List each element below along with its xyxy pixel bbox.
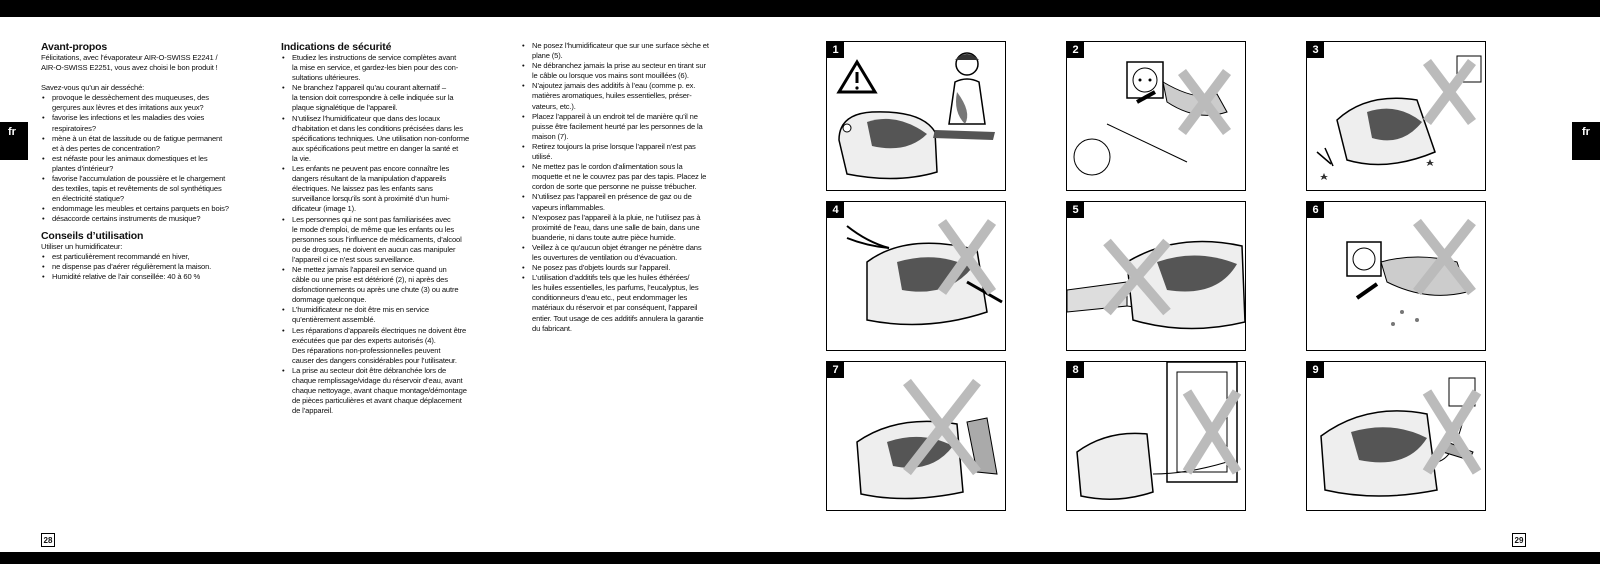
figure-number: 1 bbox=[827, 42, 844, 58]
list-item bbox=[41, 272, 271, 282]
text-line: dangers résultant de la manipulation d’appareils bbox=[292, 174, 447, 184]
illustration-humidifier-on-edge bbox=[1067, 202, 1246, 351]
text-line: en électricité statique? bbox=[52, 194, 124, 204]
illustration-tools-on-humidifier bbox=[827, 202, 1006, 351]
intro-paragraph bbox=[41, 53, 271, 73]
star-icon bbox=[1426, 159, 1434, 166]
text-line: Etudiez les instructions de service complètes avant bbox=[292, 53, 457, 62]
text-line: Les réparations d’appareils électriques ne doivent être bbox=[292, 325, 467, 335]
text-line: gerçures aux lèvres et des irritations aux yeux? bbox=[52, 103, 204, 113]
text-line: N’exposez pas l’appareil à la pluie, ne l’utilisez pas à bbox=[532, 212, 701, 222]
text-line: Ne débranchez jamais la prise au secteur en tirant sur bbox=[532, 61, 706, 71]
text-line: la vie. bbox=[292, 153, 311, 163]
text-line: l’appareil ci ce n’est sous surveillance. bbox=[292, 254, 415, 264]
cross-icon bbox=[1427, 62, 1472, 122]
text-line: plantes d’intérieur? bbox=[52, 163, 114, 173]
column-safety-continued bbox=[521, 41, 749, 334]
text-line: ne dispense pas d’aérer régulièrement la maison. bbox=[52, 261, 212, 271]
text-line: causer des dangers considérables pour l’utilisateur. bbox=[292, 355, 457, 365]
bullet-list bbox=[521, 41, 749, 334]
text-line: la tension doit correspondre à celle indiquée sur la bbox=[292, 93, 454, 103]
figure-1-child-safety bbox=[826, 41, 1006, 191]
text-line: le câble ou lorsque vos mains sont mouillées (6). bbox=[532, 71, 689, 81]
text-line: de pièces particulières et avant chaque déplacement bbox=[292, 396, 462, 406]
figure-number: 7 bbox=[827, 362, 844, 378]
text-line: chaque remplissage/vidage du réservoir d’eau, avant bbox=[292, 376, 463, 385]
list-item bbox=[281, 83, 505, 113]
text-line: qu’entièrement assemblé. bbox=[292, 315, 376, 325]
text-line: aux spécifications peut mettre en danger la santé et bbox=[292, 143, 459, 153]
figure-7-walkway bbox=[826, 361, 1006, 511]
humidifier-icon bbox=[839, 112, 937, 179]
language-label: fr bbox=[1582, 126, 1590, 138]
text-line: entier. Tout usage de ces additifs annulera la garantie bbox=[532, 313, 704, 323]
text-line: L’utilisation d’additifs tels que les huiles éthérées/ bbox=[532, 273, 690, 283]
page-number-left: 28 bbox=[41, 533, 55, 547]
text-line: plaque signalétique de l’appareil. bbox=[292, 103, 398, 113]
text-line: utilisé. bbox=[532, 152, 553, 162]
figure-number: 3 bbox=[1307, 42, 1324, 58]
language-tab-left bbox=[0, 122, 28, 160]
list-item bbox=[281, 326, 505, 366]
text-line: La prise au secteur doit être débranchée lors de bbox=[292, 365, 447, 375]
arrow-icon bbox=[1357, 284, 1377, 298]
list-item bbox=[41, 214, 271, 224]
list-item bbox=[281, 164, 505, 214]
list-item bbox=[521, 263, 749, 273]
illustration-cord-through-door bbox=[1067, 362, 1246, 511]
text-line: Félicitations, avec l’évaporateur AIR-O-SWISS E2241 / bbox=[41, 53, 218, 62]
text-line: N’utilisez l’humidificateur que dans des locaux bbox=[292, 113, 440, 123]
text-line: conditionneurs d’eau etc., peut endommager les bbox=[532, 293, 688, 303]
text-line: matériaux du réservoir et par conséquent, l’appareil bbox=[532, 303, 698, 313]
text-line: les ouvertures de ventilation ou d’évacuation. bbox=[532, 252, 678, 262]
text-line: AIR-O-SWISS E2251, vous avez choisi le bon produit ! bbox=[41, 63, 218, 73]
text-line: d’habitation et dans les conditions précisées dans les bbox=[292, 123, 463, 133]
text-line: ou de drogues, ne doivent en aucun cas manipuler bbox=[292, 244, 456, 254]
text-line: de l’appareil. bbox=[292, 406, 333, 416]
bullet-list bbox=[41, 252, 271, 282]
illustration-child-near-humidifier bbox=[827, 42, 1006, 191]
text-line: les huiles essentielles, les parfums, l’eucalyptus, les bbox=[532, 283, 699, 293]
text-line: provoque le dessèchement des muqueuses, des bbox=[52, 93, 209, 103]
list-item bbox=[281, 265, 505, 305]
column-foreword bbox=[41, 41, 271, 282]
section-title-conseils: Conseils d’utilisation bbox=[41, 229, 144, 242]
list-item bbox=[521, 142, 749, 162]
text-line: Les enfants ne peuvent pas encore connaître les bbox=[292, 164, 450, 174]
text-line: Ne mettez jamais l’appareil en service quand un bbox=[292, 264, 447, 274]
text-line: buanderie, ni dans toute autre pièce humide. bbox=[532, 232, 676, 242]
text-line: désaccorde certains instruments de musique? bbox=[52, 214, 201, 224]
list-item bbox=[281, 215, 505, 265]
list-item bbox=[41, 252, 271, 262]
text-line: endommage les meubles et certains parquets en bois? bbox=[52, 204, 229, 214]
list-item bbox=[281, 53, 505, 83]
illustration-foot-kicking-humidifier bbox=[827, 362, 1006, 511]
text-line: Ne branchez l’appareil qu’au courant alternatif – bbox=[292, 83, 446, 93]
list-item bbox=[41, 154, 271, 174]
text-line: et à des pertes de concentration? bbox=[52, 143, 160, 153]
figure-8-cord-under-door bbox=[1066, 361, 1246, 511]
text-line: N’ajoutez jamais des additifs à l’eau (comme p. ex. bbox=[532, 81, 696, 91]
humidifier-icon bbox=[1077, 433, 1153, 499]
list-item bbox=[521, 192, 749, 212]
figure-9-tripping-cable bbox=[1306, 361, 1486, 511]
text-line: plane (5). bbox=[532, 51, 563, 61]
text-line: vapeurs inflammables. bbox=[532, 202, 605, 212]
text-line: vateurs, etc.). bbox=[532, 101, 576, 111]
text-line: Placez l’appareil à un endroit tel de manière qu’il ne bbox=[532, 111, 698, 121]
text-line: puisse être facilement heurté par les personnes de la bbox=[532, 121, 703, 131]
text-line: câble ou une prise est détérioré (2), ni après des bbox=[292, 275, 448, 285]
illustration-wet-hand-unplugging bbox=[1307, 202, 1486, 351]
figure-number: 4 bbox=[827, 202, 844, 218]
figure-6-wet-hands bbox=[1306, 201, 1486, 351]
list-item bbox=[521, 41, 749, 61]
text-line: Retirez toujours la prise lorsque l’appareil n’est pas bbox=[532, 141, 696, 151]
text-line: moquette et ne le couvrez pas par des tapis. Placez le bbox=[532, 172, 707, 182]
text-line: Des réparations non-professionnelles peuvent bbox=[292, 345, 441, 355]
text-line: Veillez à ce qu’aucun objet étranger ne pénètre dans bbox=[532, 242, 702, 252]
text-line: favorise l’accumulation de poussière et le chargement bbox=[52, 174, 226, 184]
figure-2-damaged-cable bbox=[1066, 41, 1246, 191]
text-line: mène à un état de lassitude ou de fatigue permanent bbox=[52, 133, 223, 143]
text-line: Humidité relative de l’air conseillée: 40 à 60 % bbox=[52, 271, 201, 281]
column-safety bbox=[281, 41, 505, 416]
text-line: Les personnes qui ne sont pas familiarisées avec bbox=[292, 214, 451, 224]
text-line: personnes sous l’influence de médicaments, d’alcool bbox=[292, 234, 462, 244]
figure-number: 6 bbox=[1307, 202, 1324, 218]
text-line: dommage quelconque. bbox=[292, 295, 367, 305]
text-line: Ne posez pas d’objets lourds sur l’appareil. bbox=[532, 263, 671, 273]
list-item bbox=[521, 162, 749, 192]
bullet-list bbox=[41, 93, 271, 224]
page-number-right: 29 bbox=[1512, 533, 1526, 547]
section-title-securite: Indications de sécurité bbox=[281, 41, 392, 53]
figure-number: 8 bbox=[1067, 362, 1084, 378]
illustration-cord-under-carpet bbox=[1307, 362, 1486, 511]
list-item bbox=[41, 204, 271, 214]
text-line: est néfaste pour les animaux domestiques et les bbox=[52, 153, 208, 163]
list-item bbox=[41, 134, 271, 154]
text-line: cordon de sorte que personne ne puisse trébucher. bbox=[532, 182, 697, 192]
text-line: disfonctionnements ou après une chute (3) ou autre bbox=[292, 285, 459, 295]
list-item bbox=[41, 174, 271, 204]
illustration-damaged-plug bbox=[1067, 42, 1246, 191]
list-item bbox=[281, 366, 505, 416]
text-line: Ne mettez pas le cordon d’alimentation sous la bbox=[532, 162, 683, 172]
text-line: Ne posez l’humidificateur que sur une surface sèche et bbox=[532, 41, 709, 50]
socket-icon bbox=[1127, 62, 1163, 98]
text-line: du fabricant. bbox=[532, 323, 572, 333]
language-tab-right bbox=[1572, 122, 1600, 160]
list-item bbox=[521, 213, 749, 243]
text-line: L’humidificateur ne doit être mis en service bbox=[292, 305, 429, 315]
section-title-avant-propos: Avant-propos bbox=[41, 41, 108, 53]
text-line: matières aromatiques, huiles essentielles, préser- bbox=[532, 91, 692, 101]
bottom-bar bbox=[0, 552, 1600, 564]
text-line: le mode d’emploi, de même que les enfants ou les bbox=[292, 224, 455, 234]
text-line: respiratoires? bbox=[52, 123, 96, 133]
text-line: électriques. Ne laissez pas les enfants sans bbox=[292, 184, 433, 194]
language-label: fr bbox=[8, 126, 16, 138]
detail-magnifier-icon bbox=[1074, 139, 1110, 175]
list-item bbox=[521, 273, 749, 334]
list-item bbox=[521, 81, 749, 111]
figure-5-uneven-surface bbox=[1066, 201, 1246, 351]
list-item bbox=[521, 61, 749, 81]
list-item bbox=[41, 113, 271, 133]
text-line: maison (7). bbox=[532, 131, 569, 141]
figure-number: 5 bbox=[1067, 202, 1084, 218]
figure-number: 9 bbox=[1307, 362, 1324, 378]
socket-icon bbox=[1347, 242, 1381, 276]
child-figure-icon bbox=[933, 53, 995, 140]
list-item bbox=[41, 93, 271, 113]
text-line: N’utilisez pas l’appareil en présence de gaz ou de bbox=[532, 192, 692, 202]
list-item bbox=[521, 112, 749, 142]
text-line: spécifications techniques. Une utilisation non-conforme bbox=[292, 133, 470, 143]
text-line: la mise en service, et gardez-les bien pour des con- bbox=[292, 63, 459, 73]
illustration-fallen-humidifier bbox=[1307, 42, 1486, 191]
text-line: dificateur (image 1). bbox=[292, 204, 356, 214]
top-bar bbox=[0, 0, 1600, 17]
list-item bbox=[521, 243, 749, 263]
list-item bbox=[281, 114, 505, 164]
text-line: exécutées que par des experts autorisés (4). bbox=[292, 335, 436, 345]
list-item bbox=[281, 305, 505, 325]
text-line: des textiles, tapis et revêtements de sol synthétiques bbox=[52, 184, 222, 194]
text-line: proximité de l’eau, dans une salle de bain, dans une bbox=[532, 222, 700, 232]
star-icon bbox=[1320, 173, 1328, 180]
question-line: Savez-vous qu’un air desséché: bbox=[41, 83, 145, 93]
figure-3-dropped-device bbox=[1306, 41, 1486, 191]
figure-number: 2 bbox=[1067, 42, 1084, 58]
figure-4-repairs bbox=[826, 201, 1006, 351]
bullet-list bbox=[281, 53, 505, 416]
text-line: est particulièrement recommandé en hiver, bbox=[52, 251, 190, 261]
list-item bbox=[41, 262, 271, 272]
text-line: chaque nettoyage, avant chaque montage/démontage bbox=[292, 386, 467, 396]
text-line: surveillance lorsqu’ils sont à proximité d’un humi- bbox=[292, 194, 450, 204]
text-line: sultations ultérieures. bbox=[292, 73, 361, 83]
text-line: favorise les infections et les maladies des voies bbox=[52, 113, 205, 123]
conseils-intro: Utiliser un humidificateur: bbox=[41, 241, 123, 251]
